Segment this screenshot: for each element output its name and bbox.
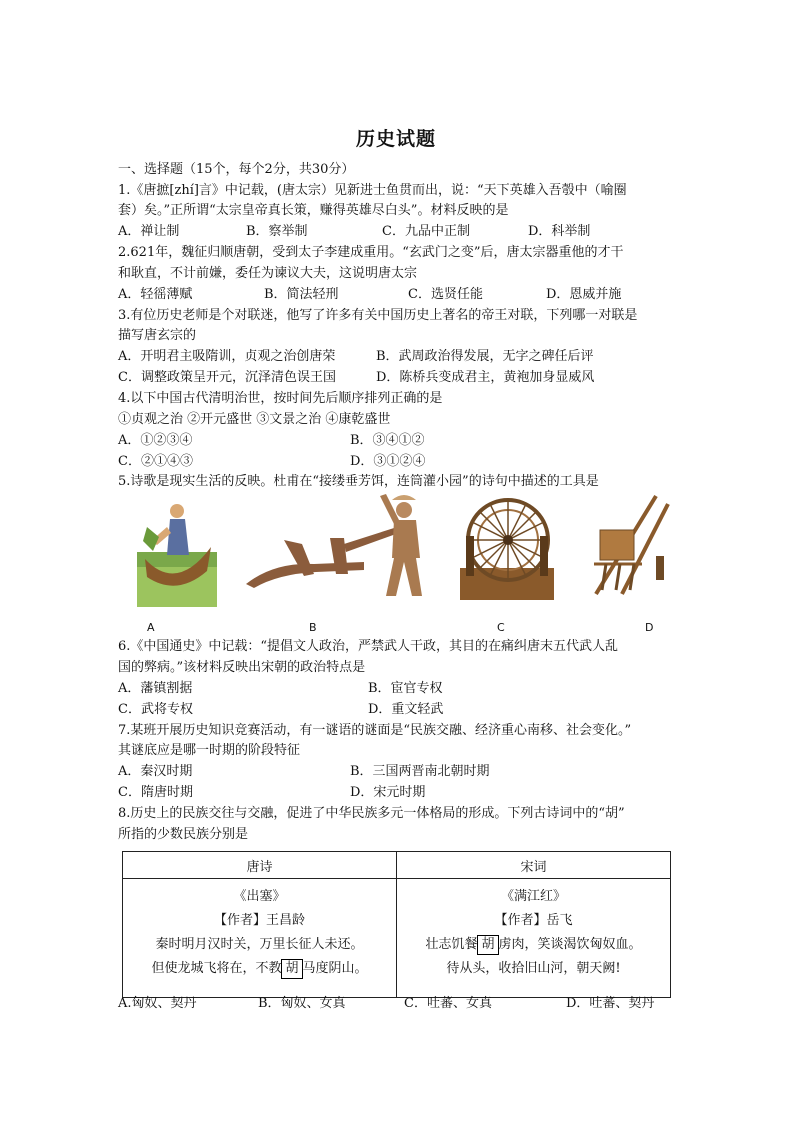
q6-stem-line2: 国的弊病。”该材料反映出宋朝的政治特点是 <box>118 660 366 675</box>
image-d-label: D <box>645 621 654 634</box>
q4-option-d: D．③①②④ <box>350 454 426 469</box>
q8-stem-line1: 8.历史上的民族交往与交融，促进了中华民族多元一体格局的形成。下列古诗词中的“胡” <box>118 806 625 821</box>
q2-option-a: A．轻徭薄赋 <box>118 287 193 302</box>
q7-option-d: D．宋元时期 <box>350 785 426 800</box>
image-b-label: B <box>309 621 317 634</box>
q2-stem-line2: 和耿直，不计前嫌，委任为谏议大夫，这说明唐太宗 <box>118 266 418 281</box>
q7-option-c: C．隋唐时期 <box>118 785 193 800</box>
q3-option-d: D．陈桥兵变成君主，黄袍加身显威风 <box>376 370 595 385</box>
q6-stem-line1: 6.《中国通史》中记载：“提倡文人政治，严禁武人干政，其目的在痛纠唐末五代武人乱 <box>118 639 619 654</box>
q6-option-b: B．宦官专权 <box>368 681 443 696</box>
q4-stem-line1: 4.以下中国古代清明治世，按时间先后顺序排列正确的是 <box>118 391 443 406</box>
poem-col-tang: 唐诗 <box>123 852 397 879</box>
q3-option-a: A．开明君主吸隋训，贞观之治创唐荣 <box>118 349 336 364</box>
q7-stem-line1: 7.某班开展历史知识竞赛活动，有一谜语的谜面是“民族交融、经济重心南移、社会变化。” <box>118 723 632 738</box>
q8-option-d: D．吐蕃、契丹 <box>566 996 655 1011</box>
q8-stem-line2: 所指的少数民族分别是 <box>118 827 249 842</box>
poem2-title: 《满江红》 <box>500 889 566 904</box>
q3-option-b: B．武周政治得发展，无字之碑任后评 <box>376 349 594 364</box>
poem-col-song: 宋词 <box>397 852 671 879</box>
q4-option-a: A．①②③④ <box>118 433 193 448</box>
q8-option-a: A.匈奴、契丹 <box>118 996 197 1011</box>
image-option-b <box>244 492 444 602</box>
q2-option-d: D．恩威并施 <box>546 287 622 302</box>
q2-option-c: C．选贤任能 <box>408 287 483 302</box>
q1-option-d: D．科举制 <box>528 224 591 239</box>
image-option-d <box>586 490 670 600</box>
q1-stem-line2: 套）矣。”正所谓“太宗皇帝真长策，赚得英雄尽白头”。材料反映的是 <box>118 203 509 218</box>
section-heading: 一、选择题（15个，每个2分，共30分） <box>118 162 355 177</box>
q1-option-b: B．察举制 <box>246 224 308 239</box>
q2-stem-line1: 2.621年，魏征归顺唐朝，受到太子李建成重用。“玄武门之变”后，唐太宗器重他的才干 <box>118 245 624 260</box>
q6-option-a: A．藩镇割据 <box>118 681 193 696</box>
page-title: 历史试题 <box>355 128 436 150</box>
q7-option-b: B．三国两晋南北朝时期 <box>350 764 490 779</box>
q5-stem-line1: 5.诗歌是现实生活的反映。杜甫在“接缕垂芳饵，连筒灌小园”的诗句中描述的工具是 <box>118 474 599 489</box>
q7-stem-line2: 其谜底应是哪一时期的阶段特征 <box>118 743 301 758</box>
q8-option-c: C．吐蕃、女真 <box>404 996 492 1011</box>
q1-stem-line1: 1.《唐摭[zhí]言》中记载，(唐太宗）见新进士鱼贯而出，说：“天下英雄入吾彀中（喻圈 <box>118 183 627 198</box>
q4-option-b: B．③④①② <box>350 433 425 448</box>
q3-option-c: C．调整政策呈开元，沉泽清色误王国 <box>118 370 336 385</box>
poem-chusai <box>123 879 397 998</box>
q3-stem-line2: 描写唐玄宗的 <box>118 328 197 343</box>
image-c-label: C <box>497 621 505 634</box>
q4-option-c: C．②①④③ <box>118 454 193 469</box>
poem-table <box>122 851 671 998</box>
poem2-line2: 待从头，收拾旧山河，朝天阙! <box>446 961 621 976</box>
image-a-label: A <box>147 621 155 634</box>
poem-manjianghong <box>397 879 671 998</box>
q3-stem-line1: 3.有位历史老师是个对联迷，他写了许多有关中国历史上著名的帝王对联，下列哪一对联是 <box>118 308 638 323</box>
poem1-author: 【作者】王昌龄 <box>213 913 305 928</box>
q4-stem-line2: ①贞观之治 ②开元盛世 ③文景之治 ④康乾盛世 <box>118 412 391 427</box>
q7-option-a: A．秦汉时期 <box>118 764 193 779</box>
poem1-title: 《出塞》 <box>233 889 286 904</box>
q1-option-a: A．禅让制 <box>118 224 180 239</box>
hu-highlight-1: 胡 <box>281 959 302 979</box>
poem1-line2: 但使龙城飞将在，不教 胡 马度阴山。 <box>123 957 396 981</box>
q1-option-c: C．九品中正制 <box>382 224 470 239</box>
q6-option-d: D．重文轻武 <box>368 702 444 717</box>
hu-highlight-2: 胡 <box>477 935 498 955</box>
poem2-author: 【作者】岳飞 <box>494 913 573 928</box>
poem2-line1: 壮志饥餐 胡 虏肉，笑谈渴饮匈奴血。 <box>397 933 670 957</box>
q8-option-b: B．匈奴、女真 <box>258 996 346 1011</box>
q6-option-c: C．武将专权 <box>118 702 193 717</box>
poem1-line1: 秦时明月汉时关，万里长征人未还。 <box>155 937 364 952</box>
image-option-c <box>460 492 554 600</box>
image-option-a <box>137 497 217 607</box>
q2-option-b: B．简法轻刑 <box>264 287 339 302</box>
